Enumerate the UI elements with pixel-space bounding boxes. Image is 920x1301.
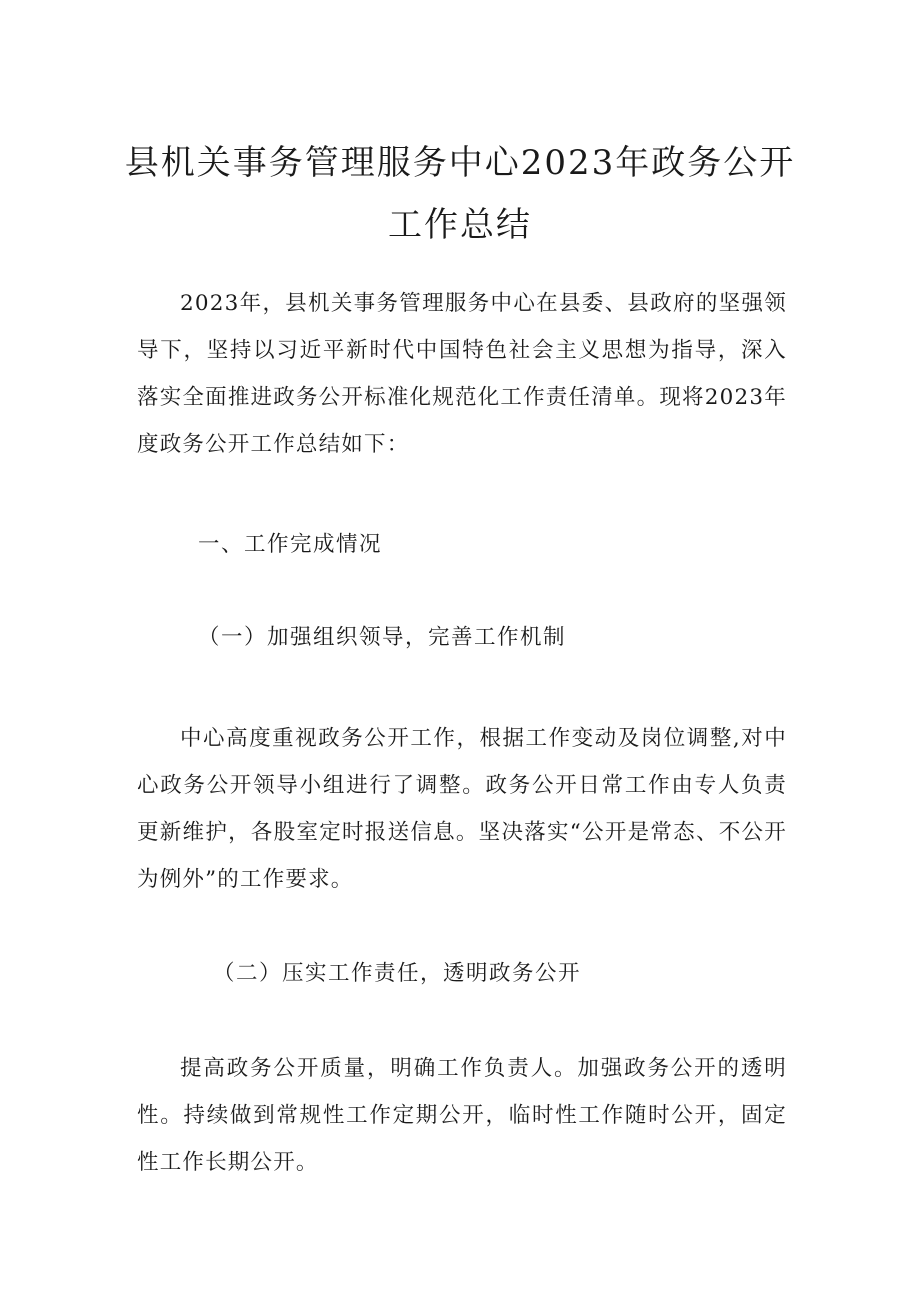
subsection-heading-2: （二）压实工作责任，透明政务公开 [213, 961, 582, 986]
subsection-body-1: 中心高度重视政务公开工作，根据工作变动及岗位调整,对中心政务公开领导小组进行了调整。政务公开日常工作由专人负责更新维护，各股室定时报送信息。坚决落实“公开是常态、不公开为例外”的工作要求。 [137, 726, 787, 892]
section-heading-1: 一、工作完成情况 [198, 532, 383, 557]
document-title-line2: 工作总结 [388, 205, 532, 245]
document-title-line1: 县机关事务管理服务中心2023年政务公开 [124, 143, 796, 183]
subsection-heading-1: （一）加强组织领导，完善工作机制 [198, 625, 567, 650]
intro-paragraph: 2023年，县机关事务管理服务中心在县委、县政府的坚强领导下，坚持以习近平新时代中国特色社会主义思想为指导，深入落实全面推进政务公开标准化规范化工作责任清单。现将2023年度政务公开工作总结如下： [137, 291, 787, 457]
subsection-body-2: 提高政务公开质量，明确工作负责人。加强政务公开的透明性。持续做到常规性工作定期公开，临时性工作随时公开，固定性工作长期公开。 [137, 1056, 787, 1175]
